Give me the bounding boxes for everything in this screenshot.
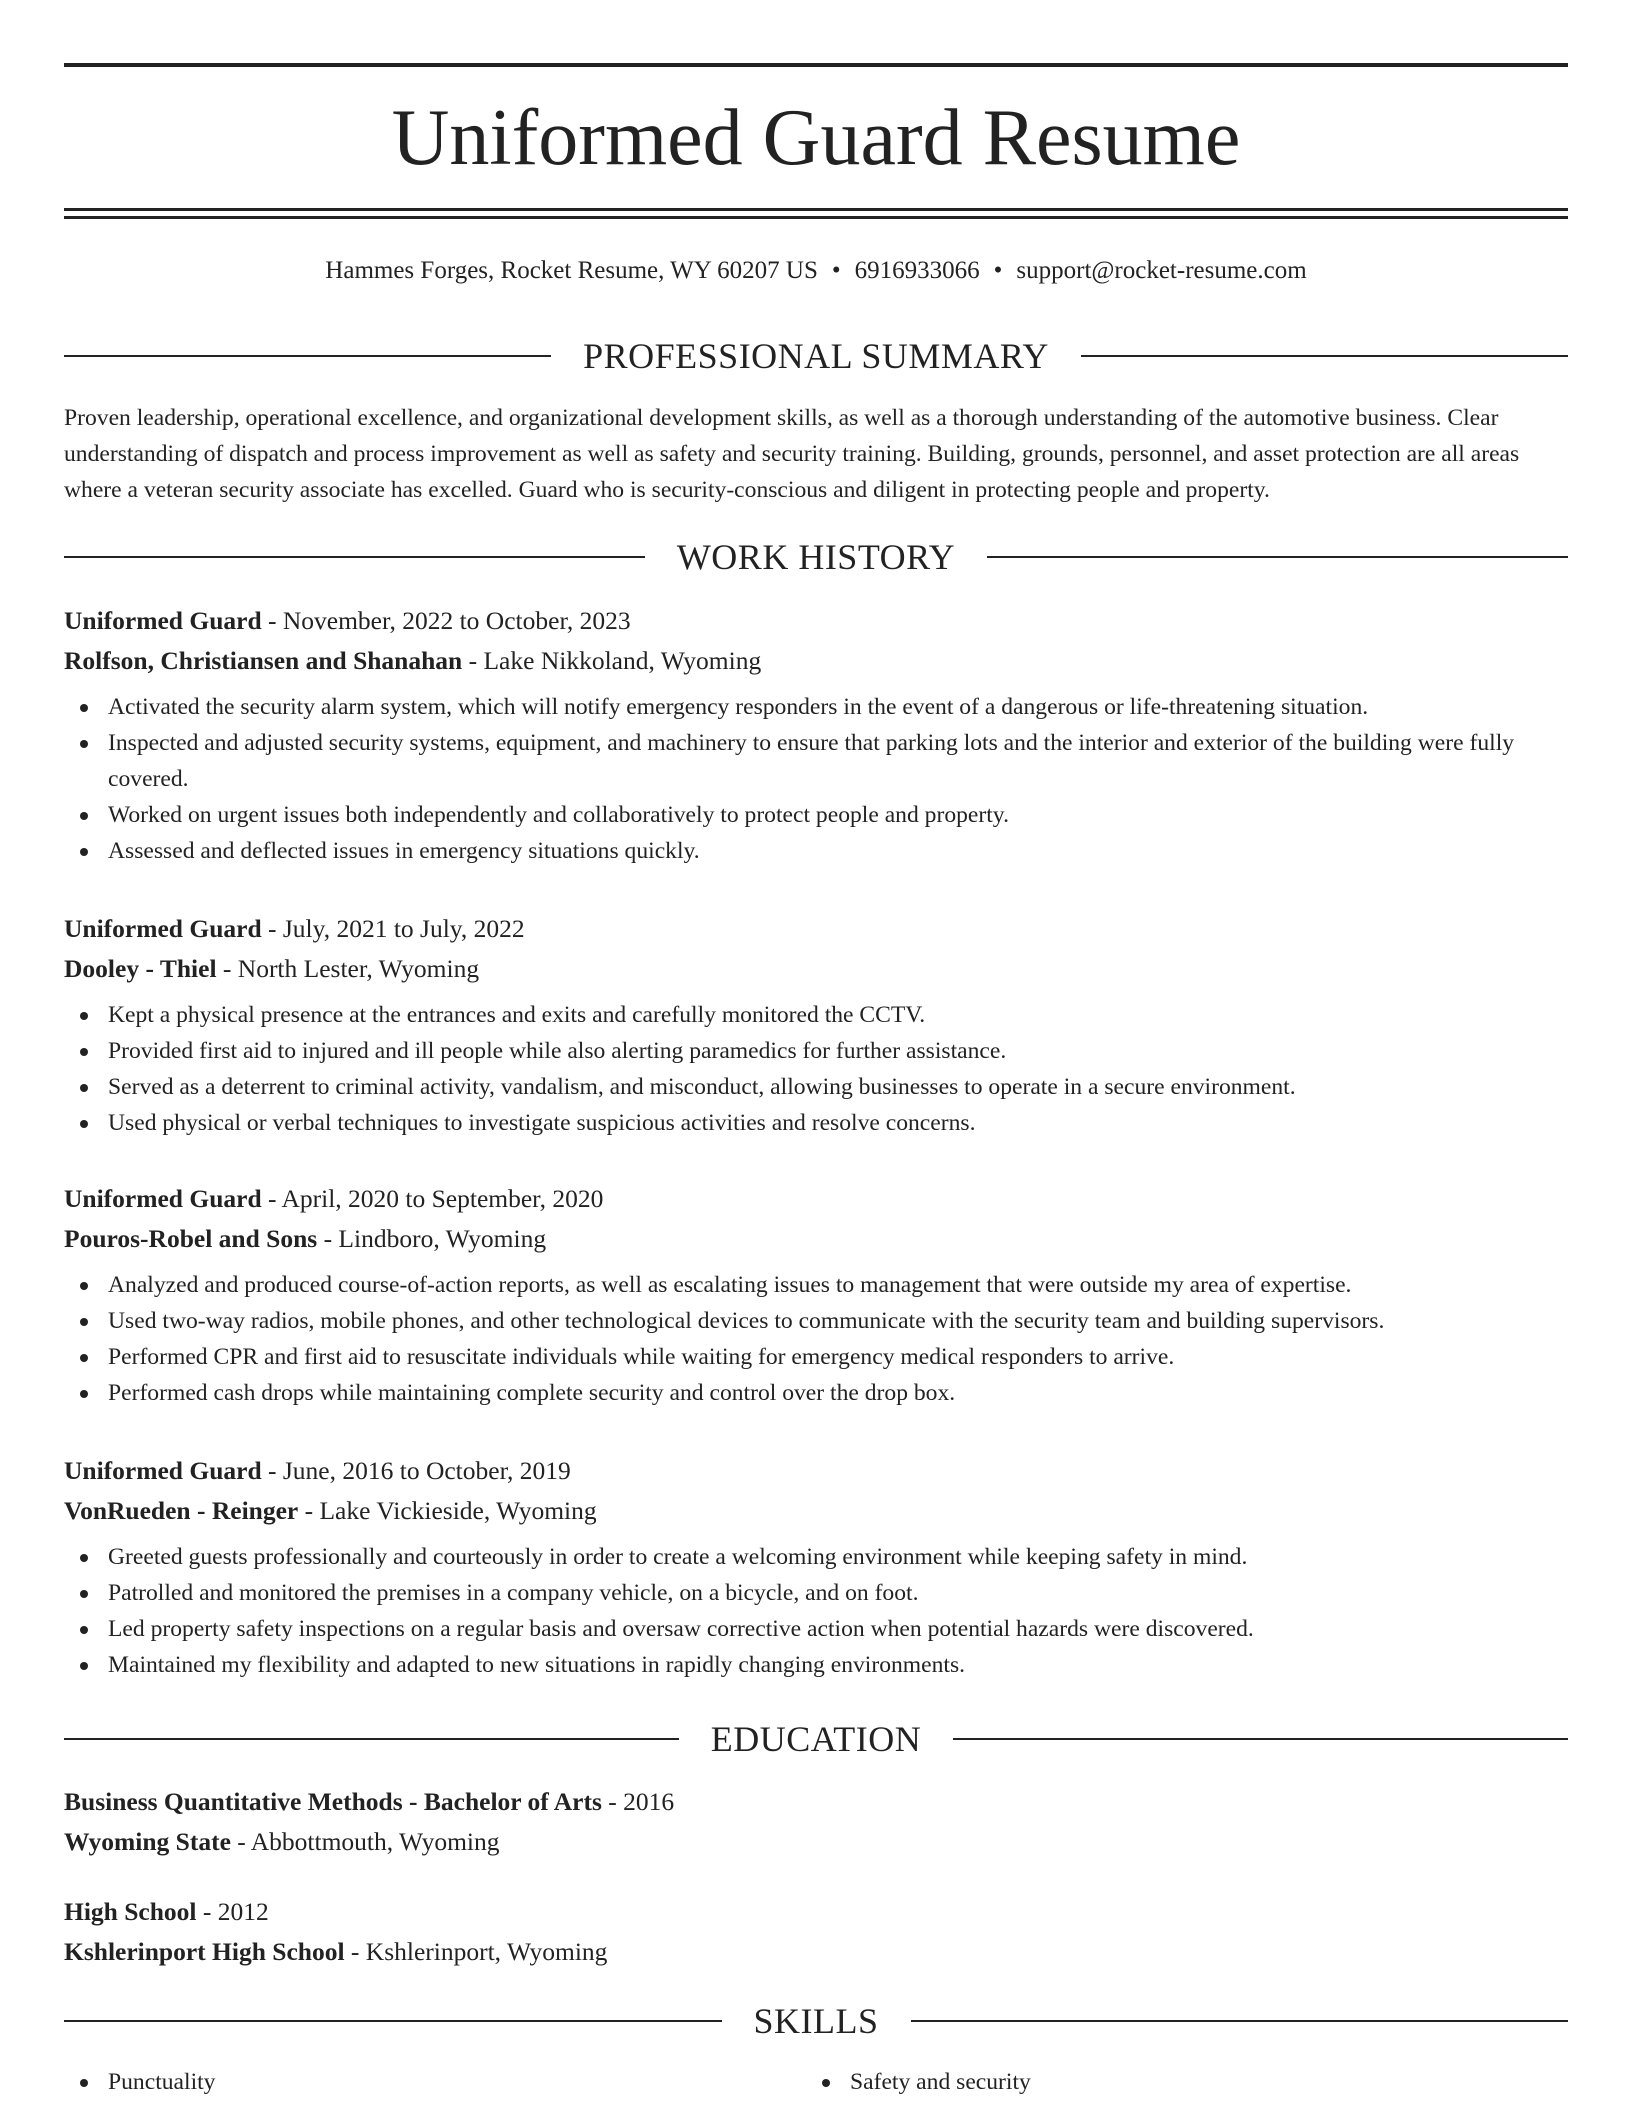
job-company: Rolfson, Christiansen and Shanahan [64,646,463,675]
job-company-line [64,1491,1568,1531]
job-location: - Lake Nikkoland, Wyoming [462,646,762,675]
list-item: Activated the security alarm system, which will notify emergency responders in the event of a dangerous or life-threatening situation. [64,689,1568,725]
contact-line [64,254,1568,288]
education-school: Kshlerinport High School [64,1937,345,1966]
job-bullets [64,1539,1568,1683]
job-title: Uniformed Guard [64,1456,262,1485]
job-bullets [64,689,1568,869]
section-header-skills [64,1999,1568,2043]
section-title-summary: PROFESSIONAL SUMMARY [583,336,1049,376]
job-location: - North Lester, Wyoming [216,954,480,983]
skills-columns [64,2064,1568,2100]
job-bullets [64,997,1568,1141]
list-item: Served as a deterrent to criminal activity, vandalism, and misconduct, allowing businesses to operate in a secure environment. [64,1069,1568,1105]
list-item: Patrolled and monitored the premises in a company vehicle, on a bicycle, and on foot. [64,1575,1568,1611]
job-title-line [64,1179,1568,1219]
job-company-line [64,641,1568,681]
job-title: Uniformed Guard [64,606,262,635]
list-item: Kept a physical presence at the entrances and exits and carefully monitored the CCTV. [64,997,1568,1033]
list-item: Performed CPR and first aid to resuscitate individuals while waiting for emergency medical responders to arrive. [64,1339,1568,1375]
contact-email[interactable]: support@rocket-resume.com [1016,257,1307,284]
section-rule-left [64,2020,722,2022]
section-rule-right [987,556,1568,558]
list-item: Performed cash drops while maintaining complete security and control over the drop box. [64,1375,1568,1411]
job-company: VonRueden - Reinger [64,1496,299,1525]
education-degree-line [64,1782,1568,1822]
header-double-rule-lower [64,216,1568,219]
job-company: Pouros-Robel and Sons [64,1224,318,1253]
contact-address: Hammes Forges, Rocket Resume, WY 60207 US [325,257,818,284]
job-company-line [64,949,1568,989]
job-location: - Lake Vickieside, Wyoming [298,1496,597,1525]
job-dates: - November, 2022 to October, 2023 [261,606,631,635]
list-item: Assessed and deflected issues in emergency situations quickly. [64,833,1568,869]
summary-text: Proven leadership, operational excellence, and organizational development skills, as well as a thorough understanding of the automotive business. Clear understanding of dispatch and process improvement as well as safety and security training. Building, grounds, personnel, and asset protection are all areas where a veteran security associate has excelled. Guard who is security-conscious and diligent in protecting people and property. [64,405,1520,503]
education-entry-2 [64,1892,1568,1972]
job-dates: - June, 2016 to October, 2019 [261,1456,571,1485]
job-title-line [64,1451,1568,1491]
job-entry-4 [64,1451,1568,1683]
list-item: Greeted guests professionally and courteously in order to create a welcoming environment while keeping safety in mind. [64,1539,1568,1575]
section-rule-left [64,556,645,558]
job-location: - Lindboro, Wyoming [317,1224,547,1253]
job-company-line [64,1219,1568,1259]
list-item: Used two-way radios, mobile phones, and other technological devices to communicate with the security team and building supervisors. [64,1303,1568,1339]
education-location: - Kshlerinport, Wyoming [344,1937,608,1966]
list-item: Led property safety inspections on a regular basis and oversaw corrective action when potential hazards were discovered. [64,1611,1568,1647]
resume-title: Uniformed Guard Resume [391,94,1241,182]
contact-phone: 6916933066 [854,257,980,284]
education-degree: High School [64,1897,197,1926]
education-year: - 2012 [196,1897,269,1926]
job-dates: - July, 2021 to July, 2022 [261,914,525,943]
list-item: Inspected and adjusted security systems, equipment, and machinery to ensure that parking lots and the interior and exterior of the building were fully covered. [64,725,1568,797]
contact-separator: • [993,257,1003,284]
list-item: Provided first aid to injured and ill people while also alerting paramedics for further assistance. [64,1033,1568,1069]
job-title-line [64,909,1568,949]
job-title: Uniformed Guard [64,914,262,943]
section-header-education [64,1717,1568,1761]
list-item: Analyzed and produced course-of-action reports, as well as escalating issues to management that were outside my area of expertise. [64,1267,1568,1303]
skill-item: Punctuality [64,2064,806,2100]
section-rule-left [64,355,551,357]
section-header-summary [64,334,1568,378]
job-title: Uniformed Guard [64,1184,262,1213]
education-school-line [64,1932,1568,1972]
job-entry-3 [64,1179,1568,1411]
section-title-work-history: WORK HISTORY [676,537,956,577]
section-rule-right [1081,355,1568,357]
education-school-line [64,1822,1568,1862]
skills-list-right [806,2064,1548,2100]
header-double-rule-upper [64,208,1568,211]
education-degree-line [64,1892,1568,1932]
education-year: - 2016 [601,1787,675,1816]
job-entry-2 [64,909,1568,1141]
list-item: Used physical or verbal techniques to investigate suspicious activities and resolve concerns. [64,1105,1568,1141]
section-title-education: EDUCATION [710,1719,922,1759]
job-dates: - April, 2020 to September, 2020 [261,1184,604,1213]
section-rule-right [911,2020,1569,2022]
list-item: Worked on urgent issues both independently and collaboratively to protect people and property. [64,797,1568,833]
education-location: - Abbottmouth, Wyoming [230,1827,500,1856]
job-bullets [64,1267,1568,1411]
job-company: Dooley - Thiel [64,954,217,983]
list-item: Maintained my flexibility and adapted to new situations in rapidly changing environments. [64,1647,1568,1683]
section-rule-left [64,1738,679,1740]
education-entry-1 [64,1782,1568,1862]
section-rule-right [953,1738,1568,1740]
education-degree: Business Quantitative Methods - Bachelor of Arts [64,1787,602,1816]
education-school: Wyoming State [64,1827,231,1856]
section-header-work-history [64,535,1568,579]
header-top-rule [64,63,1568,67]
skills-list-left [64,2064,806,2100]
job-entry-1 [64,601,1568,869]
job-title-line [64,601,1568,641]
contact-separator: • [831,257,841,284]
section-title-skills: SKILLS [753,2001,879,2041]
skill-item: Safety and security [806,2064,1548,2100]
